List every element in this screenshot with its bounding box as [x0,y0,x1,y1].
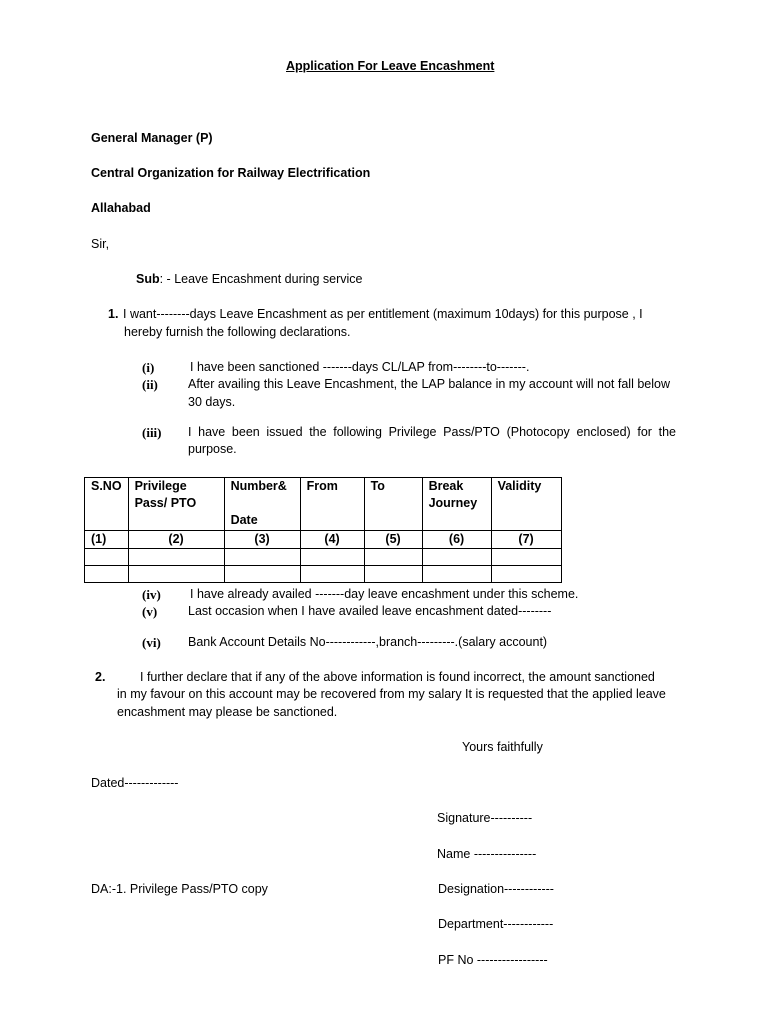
declaration-text-continued: purpose. [188,442,237,456]
column-number: (2) [128,531,224,549]
table-row [85,566,562,583]
salutation: Sir, [91,237,110,251]
para2-line1: I further declare that if any of the above information is found incorrect, the amount sanctioned [140,670,655,684]
declaration-number: (ii) [142,377,158,392]
table-cell[interactable] [128,549,224,566]
column-number: (3) [224,531,300,549]
column-number: (5) [364,531,422,549]
table-cell[interactable] [491,549,561,566]
table-cell[interactable] [300,549,364,566]
table-cell[interactable] [224,549,300,566]
table-cell[interactable] [491,566,561,583]
subject-label: Sub [136,272,160,286]
column-header: S.NO [85,478,129,531]
declaration-text: I have been sanctioned -------days CL/LAP from--------to-------. [190,360,530,374]
subject-line [136,271,363,288]
column-number: (7) [491,531,561,549]
para1-number: 1. [108,307,119,321]
table-cell[interactable] [85,549,129,566]
dated-field: Dated------------- [91,776,179,790]
declaration-text-continued: 30 days. [188,395,236,409]
designation-field: Designation------------ [438,882,554,896]
column-header: To [364,478,422,531]
para2-number: 2. [95,670,106,684]
declaration-number: (i) [142,360,155,375]
column-header: Validity [491,478,561,531]
table-cell[interactable] [364,549,422,566]
addressee-organization: Central Organization for Railway Electrification [91,166,371,180]
para2-line2: in my favour on this account may be recovered from my salary It is requested that the applied leave [117,687,666,701]
para1-line1: I want--------days Leave Encashment as per entitlement (maximum 10days) for this purpose , I [123,307,643,321]
column-number: (6) [422,531,491,549]
table-cell[interactable] [224,566,300,583]
declaration-number: (v) [142,604,158,619]
table-cell[interactable] [300,566,364,583]
table-cell[interactable] [422,549,491,566]
table-row [85,549,562,566]
para1-line2: hereby furnish the following declarations. [124,325,351,339]
table-cell[interactable] [364,566,422,583]
declaration-text: After availing this Leave Encashment, the LAP balance in my account will not fall below [188,377,670,391]
department-field: Department------------ [438,917,554,931]
column-header: Number& Date [224,478,300,531]
pf-number-field: PF No ----------------- [438,953,548,967]
declaration-number: (iii) [142,425,162,440]
page-title: Application For Leave Encashment [286,59,495,73]
declaration-text: Bank Account Details No------------,branch---------.(salary account) [188,635,548,649]
table-cell[interactable] [422,566,491,583]
column-header: Privilege Pass/ PTO [128,478,224,531]
declaration-number: (vi) [142,635,161,650]
name-field: Name --------------- [437,847,537,861]
declaration-text: I have already availed -------day leave encashment under this scheme. [190,587,579,601]
declaration-text: Last occasion when I have availed leave encashment dated-------- [188,604,552,618]
declaration-number: (iv) [142,587,161,602]
column-header: Break Journey [422,478,491,531]
table-cell[interactable] [128,566,224,583]
para2-line3: encashment may please be sanctioned. [117,705,338,719]
table-header-row [85,478,562,531]
column-header: From [300,478,364,531]
column-number: (1) [85,531,129,549]
signature-field: Signature---------- [437,811,533,825]
addressee-designation: General Manager (P) [91,131,213,145]
declaration-text: I have been issued the following Privilege Pass/PTO (Photocopy enclosed) for the [188,425,676,439]
enclosure-note: DA:-1. Privilege Pass/PTO copy [91,882,268,896]
closing: Yours faithfully [462,740,543,754]
subject-text: : - Leave Encashment during service [159,272,363,286]
table-cell[interactable] [85,566,129,583]
addressee-city: Allahabad [91,201,151,215]
table-number-row [85,531,562,549]
privilege-pass-table [84,477,562,583]
column-number: (4) [300,531,364,549]
